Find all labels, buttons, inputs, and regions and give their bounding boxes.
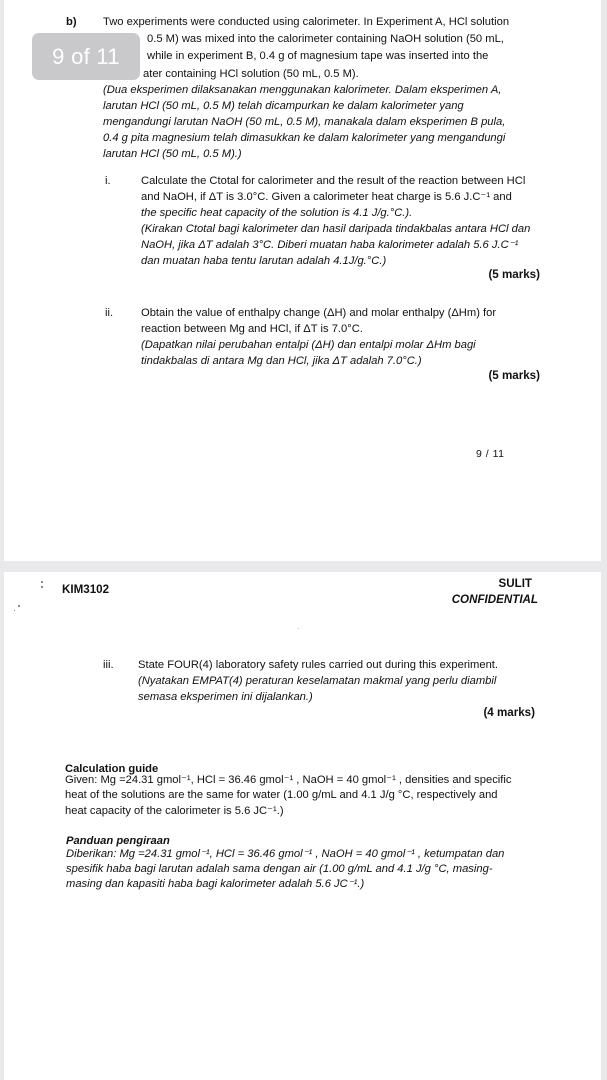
question-iii-number: iii. bbox=[103, 659, 114, 671]
document-page-10 bbox=[4, 572, 601, 1080]
question-ii-number: ii. bbox=[105, 307, 114, 319]
question-i-marks: (5 marks) bbox=[488, 268, 540, 281]
status-sulit: SULIT bbox=[498, 577, 532, 590]
panduan-line-1: Diberikan: Mg =24.31 gmol⁻¹, HCl = 36.46 gmol⁻¹ , NaOH = 40 gmol⁻¹ , ketumpatan dan bbox=[66, 848, 505, 860]
page-counter-badge[interactable]: 9 of 11 bbox=[32, 33, 140, 80]
question-i-malay-1: (Kirakan Ctotal bagi kalorimeter dan hasil daripada tindakbalas antara HCl dan bbox=[141, 223, 531, 235]
question-i-malay-2: NaOH, jika ΔT adalah 3°C. Diberi muatan haba kalorimeter adalah 5.6 J.C⁻¹ bbox=[141, 239, 519, 251]
calculation-guide-line-1: Given: Mg =24.31 gmol⁻¹, HCl = 36.46 gmol⁻¹ , NaOH = 40 gmol⁻¹ , densities and specific bbox=[65, 774, 512, 786]
panduan-title: Panduan pengiraan bbox=[66, 835, 170, 847]
intro-malay-5: larutan HCl (50 mL, 0.5 M).) bbox=[103, 148, 242, 160]
question-iii-malay-1: (Nyatakan EMPAT(4) peraturan keselamatan makmal yang perlu diambil bbox=[138, 675, 497, 687]
scan-speck bbox=[14, 610, 15, 611]
intro-malay-4: 0.4 g pita magnesium telah dimasukkan ke dalam kalorimeter yang mengandungi bbox=[103, 132, 506, 144]
course-code: KIM3102 bbox=[62, 583, 110, 596]
question-ii-text-1: Obtain the value of enthalpy change (ΔH) and molar enthalpy (ΔHm) for bbox=[141, 307, 497, 319]
intro-line-1: Two experiments were conducted using calorimeter. In Experiment A, HCl solution bbox=[103, 16, 510, 28]
question-ii-malay-2: tindakbalas di antara Mg dan HCl, jika ΔT adalah 7.0°C.) bbox=[141, 355, 422, 367]
question-iii-marks: (4 marks) bbox=[483, 706, 535, 719]
panduan-line-3: masing dan kapasiti haba bagi kalorimeter adalah 5.6 JC⁻¹.) bbox=[66, 878, 365, 890]
scan-speck bbox=[298, 628, 299, 629]
status-confidential: CONFIDENTIAL bbox=[451, 593, 538, 606]
calculation-guide-title: Calculation guide bbox=[65, 763, 159, 775]
question-ii-marks: (5 marks) bbox=[488, 369, 540, 382]
question-i-text-3: the specific heat capacity of the solution is 4.1 J/g.°C.). bbox=[141, 207, 413, 219]
document-page-9 bbox=[4, 0, 601, 561]
intro-malay-2: larutan HCl (50 mL, 0.5 M) telah dicampurkan ke dalam kalorimeter yang bbox=[103, 100, 464, 112]
scan-speck bbox=[41, 581, 43, 583]
panduan-line-2: spesifik haba bagi larutan adalah sama dengan air (1.00 g/mL and 4.1 J/g °C, masing- bbox=[66, 863, 493, 875]
intro-malay-1: (Dua eksperimen dilaksanakan menggunakan kalorimeter. Dalam eksperimen A, bbox=[103, 84, 502, 96]
question-i-text-1: Calculate the Ctotal for calorimeter and the result of the reaction between HCl bbox=[141, 175, 526, 187]
question-ii-text-2: reaction between Mg and HCl, if ΔT is 7.0°C. bbox=[141, 323, 363, 335]
section-label: b) bbox=[66, 16, 77, 28]
scan-speck bbox=[18, 605, 20, 607]
intro-line-4: ater containing HCl solution (50 mL, 0.5 M). bbox=[143, 68, 359, 80]
intro-line-2: 0.5 M) was mixed into the calorimeter containing NaOH solution (50 mL, bbox=[147, 33, 504, 45]
question-i-malay-3: dan muatan haba tentu larutan adalah 4.1J/g.°C.) bbox=[141, 255, 387, 267]
question-i-number: i. bbox=[105, 175, 111, 187]
question-i-text-2: and NaOH, if ΔT is 3.0°C. Given a calorimeter heat charge is 5.6 J.C⁻¹ and bbox=[141, 191, 512, 203]
calculation-guide-line-3: heat capacity of the calorimeter is 5.6 JC⁻¹.) bbox=[65, 805, 284, 817]
page-number: 9 / 11 bbox=[476, 448, 505, 460]
scan-speck bbox=[41, 586, 43, 588]
intro-line-3: while in experiment B, 0.4 g of magnesium tape was inserted into the bbox=[147, 50, 489, 62]
question-iii-text: State FOUR(4) laboratory safety rules carried out during this experiment. bbox=[138, 659, 499, 671]
intro-malay-3: mengandungi larutan NaOH (50 mL, 0.5 M), manakala dalam eksperimen B pula, bbox=[103, 116, 506, 128]
question-ii-malay-1: (Dapatkan nilai perubahan entalpi (ΔH) dan entalpi molar ΔHm bagi bbox=[141, 339, 476, 351]
question-iii-malay-2: semasa eksperimen ini dijalankan.) bbox=[138, 691, 313, 703]
calculation-guide-line-2: heat of the solutions are the same for water (1.00 g/mL and 4.1 J/g °C, respectively and bbox=[65, 789, 498, 801]
